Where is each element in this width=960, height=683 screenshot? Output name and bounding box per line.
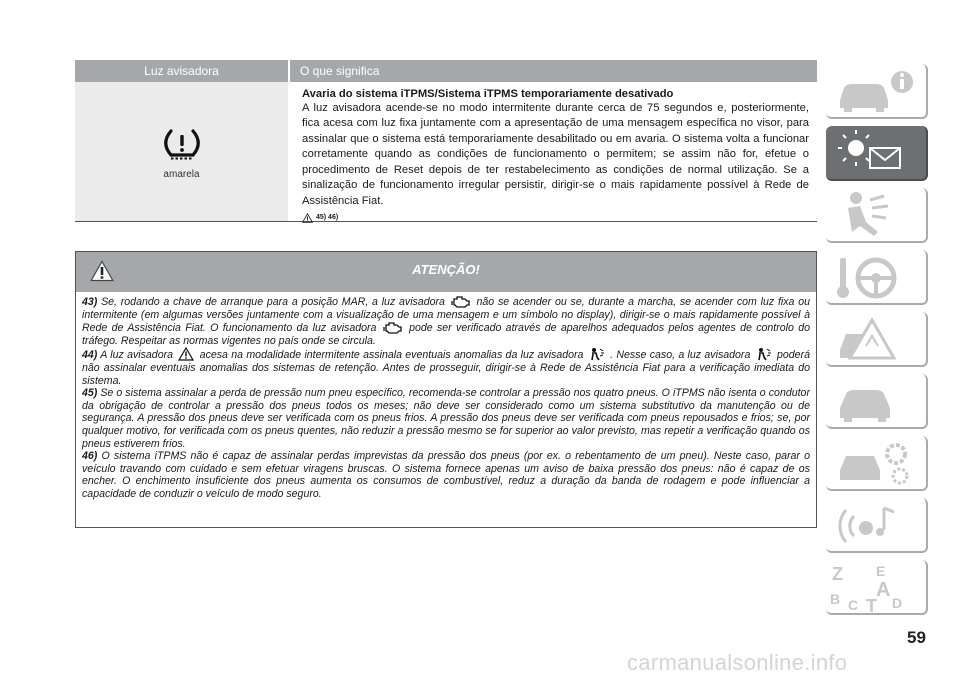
car-warning-triangle-icon (826, 312, 928, 367)
fault-description: A luz avisadora acende-se no modo intermitente durante cerca de 75 segundos e, posteriormente, fica acesa com luz fixa juntamente com a apresentação de uma mensagem específica no visor, para assinalar que o sistema está temporariamente desabilitado ou em avaria. O sistema volta a funcionar corretamente quando as condições de funcionamento o permitem; se assim não for, efetue o procedimento de Reset depois de ter restabelecimento as condições de normal utilização. Se a sinalização de funcionamento irregular persistir, dirigir-se o mais rapidamente possível à Rede de Assistência Fiat. (302, 101, 809, 208)
warning-triangle-icon (178, 347, 194, 361)
chapter-tab-starting-driving[interactable] (826, 250, 928, 305)
page-number: 59 (907, 628, 926, 647)
chapter-tab-warning-lights[interactable] (826, 126, 928, 181)
attention-refs (302, 213, 809, 223)
attention-box (75, 251, 817, 528)
svg-text:T: T (866, 596, 877, 615)
attention-item-46 (82, 450, 810, 500)
airbag-warning-icon (589, 347, 605, 361)
attention-item-44 (82, 347, 810, 387)
alphabetical-index-icon (826, 560, 928, 615)
car-info-icon (826, 64, 928, 119)
car-gears-icon (826, 436, 928, 491)
chapter-tab-maintenance[interactable] (826, 374, 928, 429)
attention-body (76, 292, 816, 501)
svg-text:D: D (892, 595, 903, 611)
fault-title: Avaria do sistema iTPMS/Sistema iTPMS temporariamente desativado (302, 88, 674, 100)
attention-title: ATENÇÃO! (412, 262, 480, 277)
color-label: amarela (163, 169, 200, 180)
chapter-tab-multimedia[interactable] (826, 498, 928, 553)
item-number: 46) (82, 450, 98, 463)
engine-warning-icon (451, 295, 471, 308)
svg-text:Z: Z (832, 564, 843, 584)
chapter-tab-emergency[interactable] (826, 312, 928, 367)
svg-text:C: C (848, 597, 859, 613)
item-text: . Nesse caso, a luz avisadora (610, 349, 751, 362)
refs-text: 45) 46) (316, 214, 339, 222)
chapter-tab-car-info[interactable] (826, 64, 928, 119)
seat-safety-icon (826, 188, 928, 243)
warning-light-message-icon (826, 126, 928, 181)
item-text: Se o sistema assinalar a perda de pressão num pneu específico, recomenda-se controlar a pressão nos quatro pneus. O iTPMS não isenta o condutor da obrigação de controlar a pressão dos pneus todos os meses; não deve ser considerado como um sistema substitutivo da manutenção ou de segurança. A pressão dos pneus deve ser verificada com os pneus frios. A pressão dos pneus deve ser verificada com pneus repousados e frios; se, por qualquer motivo, for verificada com os pneus quentes, não reduzir a pressão mesmo se for superior ao valor previsto, mas repetir a verificação quando os pneus estiverem frios. (82, 387, 810, 450)
tpms-warning-icon (162, 123, 202, 163)
item-number: 44) (82, 349, 98, 362)
svg-text:A: A (876, 579, 891, 601)
item-text: não se acender ou se, durante a marcha, se acender com luz fixa ou intermitente (em algumas versões juntamente com a visualização de uma mensagem e um símbolo no display), dirigir-se o mais rapidamente possível à Rede de Assistência Fiat. O funcionamento da luz avisadora (82, 296, 810, 335)
car-maintenance-icon (826, 374, 928, 429)
attention-header (76, 252, 816, 292)
watermark: carmanualsonline.info (627, 650, 848, 675)
table-header (75, 60, 817, 82)
chapter-tab-index[interactable] (826, 560, 928, 615)
item-text: acesa na modalidade intermitente assinala eventuais anomalias da luz avisadora (199, 349, 584, 362)
table-row (75, 82, 817, 222)
item-text: A luz avisadora (100, 349, 174, 362)
attention-item-43 (82, 295, 810, 347)
chapter-sidebar (826, 64, 928, 622)
engine-warning-icon (383, 321, 403, 334)
item-text: poderá não assinalar eventuais anomalias dos sistemas de retenção. Antes de prosseguir, dirigir-se à Rede de Assistência Fiat para a verificação imediata do sistema. (82, 349, 810, 387)
warning-light-table (75, 60, 817, 222)
svg-text:E: E (876, 563, 886, 579)
chapter-tab-safety[interactable] (826, 188, 928, 243)
meaning-cell (288, 82, 817, 221)
item-number: 43) (82, 296, 98, 308)
warning-triangle-icon (302, 213, 313, 223)
key-steering-wheel-icon (826, 250, 928, 305)
attention-item-45 (82, 387, 810, 450)
warning-light-cell (75, 82, 288, 221)
item-text: pode ser verificado através de aparelhos adequados pelos agentes de controlo do tráfego. Respeitar as normas vigentes no país onde se circula. (82, 322, 810, 347)
multimedia-icon (826, 498, 928, 553)
airbag-warning-icon (756, 347, 772, 361)
item-text: O sistema iTPMS não é capaz de assinalar perdas imprevistas da pressão dos pneus (por ex. o rebentamento de um pneu). Neste caso, parar o veículo travando com cuidado e sem efetuar viragens bruscas. O sistema fornece apenas um aviso de baixa pressão dos pneus: não é capaz de os encher. O enchimento insuficiente dos pneus aumenta os consumos de combustível, reduz a duração da banda de rodagem e pode influenciar a capacidade de conduzir o veículo de modo seguro. (82, 450, 810, 500)
chapter-tab-technical-data[interactable] (826, 436, 928, 491)
header-warning-light: Luz avisadora (144, 64, 219, 78)
item-text: Se, rodando a chave de arranque para a posição MAR, a luz avisadora (101, 296, 445, 308)
svg-text:B: B (830, 591, 841, 607)
item-number: 45) (82, 387, 98, 400)
header-meaning: O que significa (288, 60, 817, 82)
